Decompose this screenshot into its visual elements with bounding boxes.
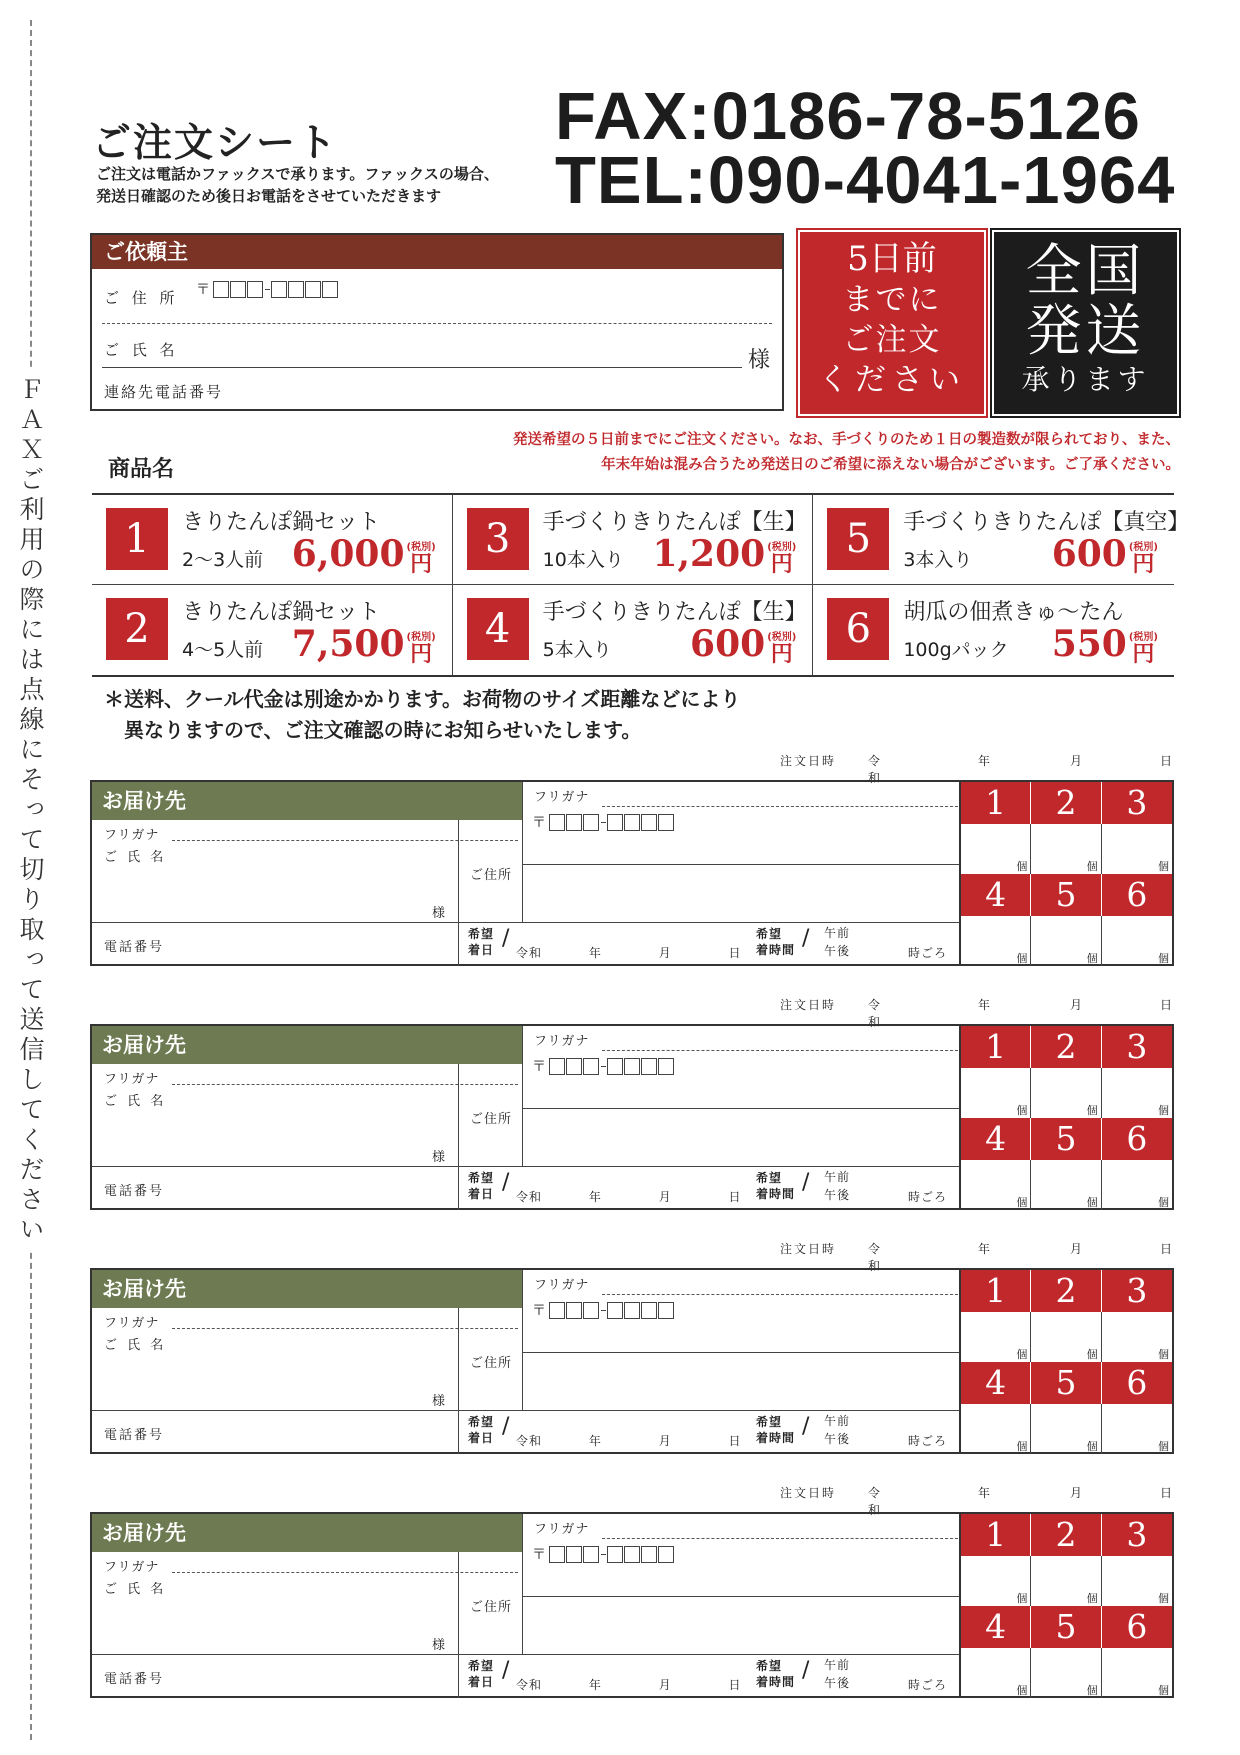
subtitle-line-1: ご注文は電話かファックスで承ります。ファックスの場合、 [96,165,499,183]
quantity-grid: 1 2 3 個 個 個 4 5 6 個 個 個 [959,1512,1174,1698]
recipient-phone-label: 電話番号 [104,1672,165,1687]
delivery-heading: お届け先 [92,1026,522,1064]
product-price: 6,000 (税別) 円 [291,533,436,577]
deadline-badge: 5日前 までに ご注文 ください [798,230,986,416]
qty-cell[interactable]: 個 [1158,1348,1169,1361]
shipping-fee-note: ＊送料、クール代金は別途かかります。お荷物のサイズ距離などにより 異なりますので、ご注文確認の時にお知らせいたします。 [104,687,741,742]
qty-cell[interactable]: 個 [1158,952,1169,965]
product-price: 600 (税別) 円 [1051,533,1158,577]
page-title: ご注文シート [92,121,339,166]
delivery-heading: お届け先 [92,1270,522,1308]
qty-cell[interactable]: 個 [1031,916,1101,966]
recipient-sama: 様 [432,906,449,921]
furigana-label: フリガナ [104,1072,160,1087]
furigana-label: フリガナ [534,1034,590,1049]
desired-time-label: 希望 着時間 [756,1415,796,1445]
product-price: 7,500 (税別) 円 [291,623,436,667]
desired-time-label: 希望 着時間 [756,1659,796,1689]
quantity-grid: 1 2 3 個 個 個 4 5 6 個 個 個 [959,780,1174,966]
qty-cell[interactable]: 個 [1158,1196,1169,1209]
qty-cell[interactable]: 個 [1031,1160,1101,1210]
delivery-form: お届け先 フリガナ ご 氏 名 様 電話番号 ご住所 フリガナ 〒 希望 着日 / 令和 年 月 日 希望 着時間 / 午前 午後 時ごろ 1 2 3 個 個 個 4 5 6 個 個 個 [90,1512,1174,1698]
product-price: 600 (税別) 円 [690,623,797,667]
client-phone-label: 連絡先電話番号 [104,383,224,401]
recipient-address-label: ご住所 [470,1600,513,1615]
recipient-sama: 様 [432,1394,449,1409]
product-item: 4 手づくりきりたんぽ【生】 5本入り 600 (税別) 円 [453,585,814,675]
delivery-form: お届け先 フリガナ ご 氏 名 様 電話番号 ご住所 フリガナ 〒 希望 着日 / 令和 年 月 日 希望 着時間 / 午前 午後 時ごろ 1 2 3 個 個 個 4 5 6 個 個 個 [90,780,1174,966]
desired-time-label: 希望 着時間 [756,927,796,957]
recipient-postal-field[interactable]: 〒 [532,1300,675,1320]
qty-cell[interactable]: 個 [1158,1440,1169,1453]
client-heading: ご依頼主 [92,235,782,269]
client-section [90,233,784,411]
recipient-phone-label: 電話番号 [104,1184,165,1199]
qty-cell[interactable]: 個 [961,824,1031,874]
client-name-label: ご 氏 名 [104,341,179,359]
delivery-form: お届け先 フリガナ ご 氏 名 様 電話番号 ご住所 フリガナ 〒 希望 着日 / 令和 年 月 日 希望 着時間 / 午前 午後 時ごろ 1 2 3 個 個 個 4 5 6 個 個 個 [90,1024,1174,1210]
qty-cell[interactable]: 個 [1031,824,1101,874]
recipient-postal-field[interactable]: 〒 [532,812,675,832]
qty-cell[interactable]: 個 [1158,1592,1169,1605]
desired-date-field[interactable]: 令和 年 月 日 [516,946,742,960]
shipping-notice: 発送希望の５日前までにご注文ください。なお、手づくりのため１日の製造数が限られており、また、 年末年始は混み合うため発送日のご希望に添えない場合がございます。ご了承ください。 [513,432,1180,473]
product-grid [92,493,1190,677]
desired-date-field[interactable]: 令和 年 月 日 [516,1678,742,1692]
furigana-label: フリガナ [104,1316,160,1331]
qty-cell[interactable]: 個 [1158,1684,1169,1697]
product-item: 1 きりたんぽ鍋セット 2〜3人前 6,000 (税別) 円 [92,495,453,585]
qty-cell[interactable]: 個 [961,916,1031,966]
client-address-label: ご 住 所 [104,289,179,307]
recipient-address-label: ご住所 [470,1356,513,1371]
delivery-heading: お届け先 [92,1514,522,1552]
delivery-form: お届け先 フリガナ ご 氏 名 様 電話番号 ご住所 フリガナ 〒 希望 着日 / 令和 年 月 日 希望 着時間 / 午前 午後 時ごろ 1 2 3 個 個 個 4 5 6 個 個 個 [90,1268,1174,1454]
delivery-heading: お届け先 [92,782,522,820]
recipient-name-label: ご 氏 名 [104,1582,167,1597]
product-price: 550 (税別) 円 [1051,623,1158,667]
furigana-label: フリガナ [104,1560,160,1575]
desired-date-label: 希望 着日 [468,927,495,957]
postal-mark: 〒 [196,282,210,298]
cut-instruction: ＦＡＸご利用の際には点線にそって切り取って送信してください [14,370,48,1252]
address-line [102,323,772,324]
fax-number: FAX:0186-78-5126 [555,79,1141,154]
recipient-name-label: ご 氏 名 [104,850,167,865]
qty-cell[interactable]: 個 [961,1648,1031,1698]
page-subtitle [96,163,556,207]
desired-date-label: 希望 着日 [468,1659,495,1689]
quantity-grid: 1 2 3 個 個 個 4 5 6 個 個 個 [959,1024,1174,1210]
subtitle-line-2: 発送日確認のため後日お電話をさせていただきます [96,187,442,205]
products-title: 商品名 [108,457,175,482]
name-line [102,367,742,368]
client-postal-field[interactable] [196,279,339,299]
qty-cell[interactable]: 個 [961,1404,1031,1454]
product-item: 6 胡瓜の佃煮きゅ〜たん 100gパック 550 (税別) 円 [813,585,1174,675]
recipient-phone-label: 電話番号 [104,1428,165,1443]
furigana-label: フリガナ [534,1522,590,1537]
desired-time-label: 希望 着時間 [756,1171,796,1201]
desired-date-field[interactable]: 令和 年 月 日 [516,1434,742,1448]
recipient-postal-field[interactable]: 〒 [532,1056,675,1076]
recipient-sama: 様 [432,1638,449,1653]
qty-cell[interactable]: 個 [1158,1104,1169,1117]
qty-cell[interactable]: 個 [961,1068,1031,1118]
quantity-grid: 1 2 3 個 個 個 4 5 6 個 個 個 [959,1268,1174,1454]
recipient-phone-label: 電話番号 [104,940,165,955]
recipient-name-label: ご 氏 名 [104,1338,167,1353]
desired-time-ampm[interactable]: 午前 午後 [824,1170,851,1202]
qty-cell[interactable]: 個 [1031,1648,1101,1698]
qty-cell[interactable]: 個 [1031,1312,1101,1362]
qty-cell[interactable]: 個 [1031,1556,1101,1606]
recipient-sama: 様 [432,1150,449,1165]
product-item: 2 きりたんぽ鍋セット 4〜5人前 7,500 (税別) 円 [92,585,453,675]
product-item: 5 手づくりきりたんぽ【真空】 3本入り 600 (税別) 円 [813,495,1174,585]
desired-date-label: 希望 着日 [468,1171,495,1201]
desired-date-field[interactable]: 令和 年 月 日 [516,1190,742,1204]
qty-cell[interactable]: 個 [961,1160,1031,1210]
desired-time-ampm[interactable]: 午前 午後 [824,926,851,958]
client-sama: 様 [748,348,771,373]
qty-cell[interactable]: 個 [961,1312,1031,1362]
furigana-label: フリガナ [104,828,160,843]
recipient-name-label: ご 氏 名 [104,1094,167,1109]
nationwide-badge: 全国 発送 承ります [992,230,1179,416]
desired-time-ampm[interactable]: 午前 午後 [824,1414,851,1446]
desired-date-label: 希望 着日 [468,1415,495,1445]
qty-cell[interactable]: 個 [1031,1404,1101,1454]
furigana-label: フリガナ [534,790,590,805]
recipient-address-label: ご住所 [470,1112,513,1127]
desired-time-ampm[interactable]: 午前 午後 [824,1658,851,1690]
recipient-postal-field[interactable]: 〒 [532,1544,675,1564]
recipient-address-label: ご住所 [470,868,513,883]
furigana-label: フリガナ [534,1278,590,1293]
qty-cell[interactable]: 個 [1031,1068,1101,1118]
product-price: 1,200 (税別) 円 [652,533,797,577]
qty-cell[interactable]: 個 [961,1556,1031,1606]
product-item: 3 手づくりきりたんぽ【生】 10本入り 1,200 (税別) 円 [453,495,814,585]
qty-cell[interactable]: 個 [1158,860,1169,873]
tel-number: TEL:090-4041-1964 [555,143,1176,218]
